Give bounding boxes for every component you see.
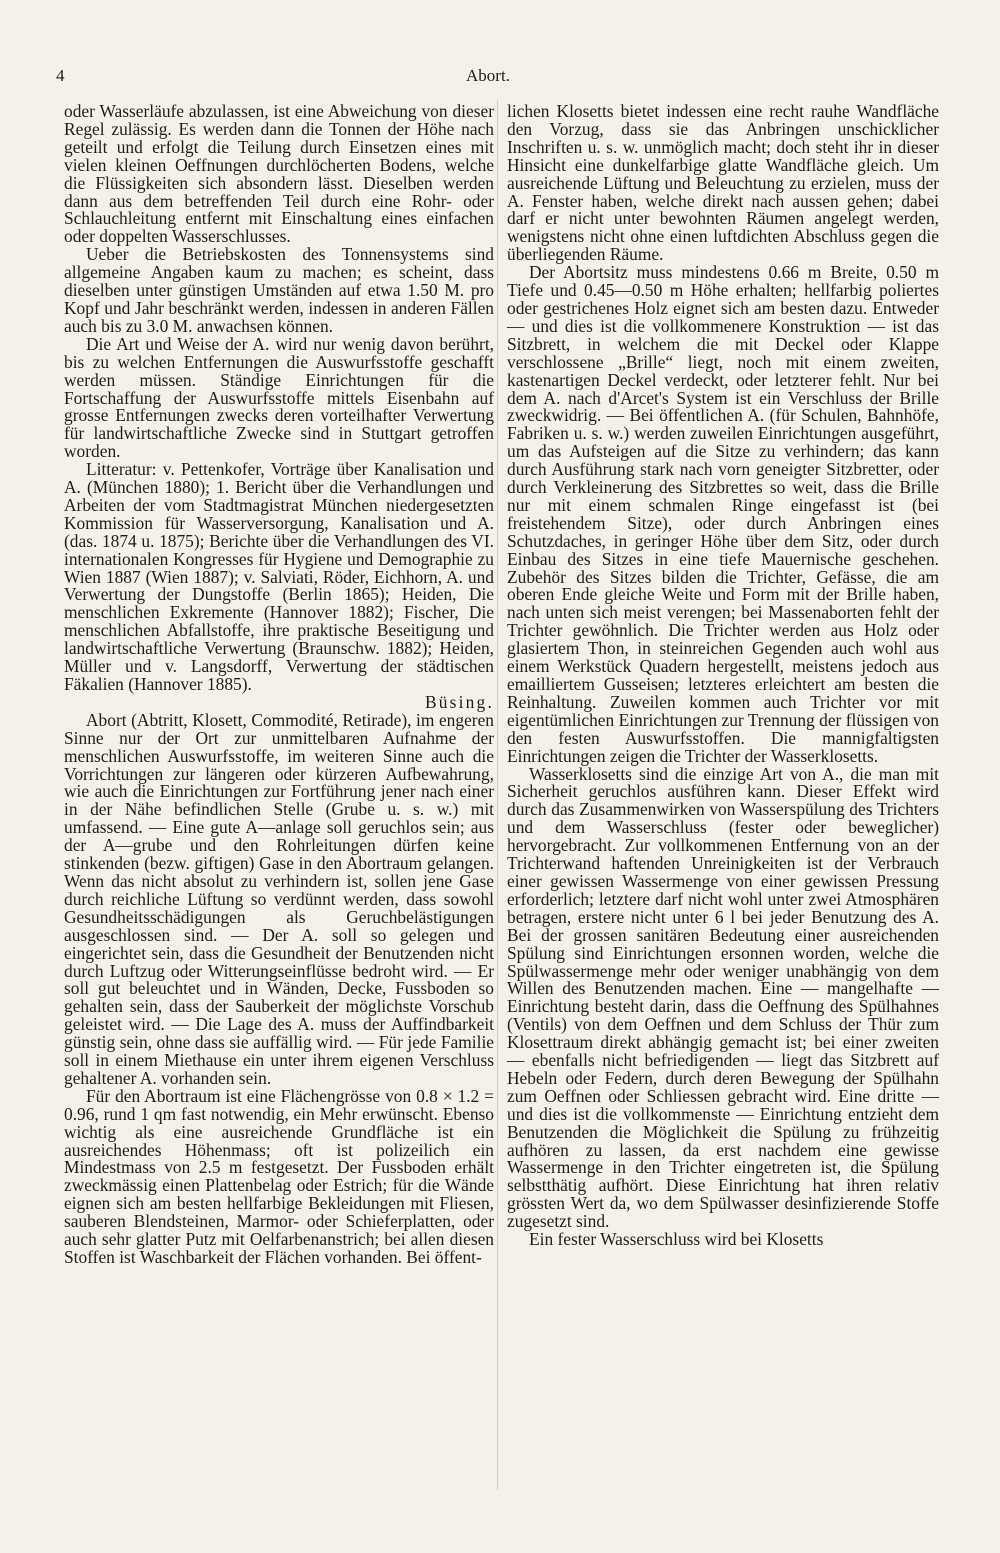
column-divider bbox=[497, 100, 498, 1490]
paragraph: Die Art und Weise der A. wird nur wenig davon berührt, bis zu welchen Entfernungen die Auswurfsstoffe geschafft werden müssen. Ständige Einrichtungen für die Fortschaffung der Auswurfsstoffe mittels Eisenbahn auf grosse Entfernungen zwecks deren vorteilhafter Verwertung für landwirtschaftliche Zwecke sind in Stuttgart getroffen worden. bbox=[64, 333, 494, 462]
paragraph: Ueber die Betriebskosten des Tonnensystems sind allgemeine Angaben kaum zu machen; es scheint, dass dieselben unter günstigen Umständen auf etwa 1.50 M. pro Kopf und Jahr beschränkt werden, indessen in anderen Fällen auch bis zu 3.0 M. anwachsen können. bbox=[64, 244, 494, 336]
left-column bbox=[64, 103, 494, 1267]
page-number: 4 bbox=[56, 66, 65, 85]
paragraph: Wasserklosetts sind die einzige Art von A., die man mit Sicherheit geruchlos ausführen kann. Dieser Effekt wird durch das Zusammenwirken von Wasserspülung des Trichters und dem Wasserschluss (fester oder beweglicher) hervorgebracht. Zur vollkommenen Entfernung von an der Trichterwand haftenden Unreinigkeiten ist der Verbrauch einer gewissen Wassermenge von einer gewissen Pressung erforderlich; letztere darf nicht wohl unter zwei Atmosphären betragen, erstere nicht unter 6 l bei jeder Benutzung des A. Bei der grossen sanitären Bedeutung einer ausreichenden Spülung sind Einrichtungen ersonnen worden, welche die Spülwassermenge mehr oder weniger unabhängig von dem Willen des Benutzenden machen. Eine — mangelhafte — Einrichtung besteht darin, dass die Oeffnung des Spülhahnes (Ventils) von dem Oeffnen und dem Schluss der Thür zum Klosettraum direkt abhängig gemacht ist; bei einer zweiten — ebenfalls nicht befriedigenden — liegt das Sitzbrett auf Hebeln oder Federn, durch deren Bewegung der Spülhahn zum Oeffnen oder Schliessen gebracht wird. Eine dritte — und dies ist die vollkommenste — Einrichtung entzieht dem Benutzenden die Möglichkeit die Spülung zu frühzeitig aufhören zu lassen, da erst nachdem eine gewisse Wassermenge in den Trichter eingetreten ist, die Spülung selbstthätig aufhört. Diese Einrichtung hat ihren relativ grössten Wert da, wo dem Spülwasser desinfizierende Stoffe zugesetzt sind. bbox=[507, 763, 939, 1232]
right-column bbox=[507, 103, 939, 1249]
literature-paragraph: Litteratur: v. Pettenkofer, Vorträge über Kanalisation und A. (München 1880); 1. Bericht über die Verhandlungen und Arbeiten der vom Stadtmagistrat München niedergesetzten Kommission für Wasserversorgung, Kanalisation und A. (das. 1874 u. 1875); Berichte über die Verhandlungen des VI. internationalen Kongresses für Hygiene und Demographie zu Wien 1887 (Wien 1887); v. Salviati, Röder, Eichhorn, A. und Verwertung der Dungstoffe (Berlin 1865); Heiden, Die menschlichen Exkremente (Hannover 1882); Fischer, Die menschlichen Abfallstoffe, ihre praktische Beseitigung und landwirtschaftliche Verwertung (Braunschw. 1882); Heiden, Müller und v. Langsdorff, Verwertung der städtischen Fäkalien (Hannover 1885). bbox=[64, 459, 494, 694]
paragraph: Für den Abortraum ist eine Flächengrösse von 0.8 × 1.2 = 0.96, rund 1 qm fast notwendig, ein Mehr erwünscht. Ebenso wichtig als eine ausreichende Grundfläche ist ein ausreichendes Höhenmass; oft ist polizeilich ein Mindestmass von 2.5 m festgesetzt. Der Fussboden erhält zweckmässig einen Plattenbelag oder Estrich; für die Wände eignen sich am besten hellfarbige Bekleidungen mit Fliesen, sauberen Blendsteinen, Marmor- oder Schieferplatten, oder auch sehr glatter Putz mit Oelfarbenanstrich; bei allen diesen Stoffen ist Waschbarkeit der Flächen vorhanden. Bei öffent- bbox=[64, 1085, 494, 1267]
entry-paragraph: Abort (Abtritt, Klosett, Commodité, Retirade), im engeren Sinne nur der Ort zur unmittelbaren Aufnahme der menschlichen Auswurfsstoffe, im weiteren Sinne auch die Vorrichtungen zur längeren oder kürzeren Aufbewahrung, wie auch die Einrichtungen zur Fortführung jener nach einer in der Nähe befindlichen Stelle (Grube u. s. w.) mit umfassend. — Eine gute A—anlage soll geruchlos sein; aus der A—grube und den Rohrleitungen dürfen keine stinkenden (bezw. giftigen) Gase in den Abortraum gelangen. Wenn das nicht absolut zu verhindern ist, sollen jene Gase durch reichliche Lüftung so verdünnt werden, dass sowohl Gesundheitsschädigungen als Geruchbelästigungen ausgeschlossen sind. — Der A. soll so gelegen und eingerichtet sein, dass die Gesundheit der Benutzenden nicht durch Luftzug oder Witterungseinflüsse bedroht wird. — Er soll gut beleuchtet und in Wänden, Decke, Fussboden so gehalten sein, dass der Sauberkeit der möglichste Vorschub geleistet wird. — Die Lage des A. muss der Auffindbarkeit günstig sein, ohne dass sie auffällig wird. — Für jede Familie soll in einem Miethause ein unter ihrem eigenen Verschluss gehaltener A. vorhanden sein. bbox=[64, 709, 494, 1088]
paragraph: oder Wasserläufe abzulassen, ist eine Abweichung von dieser Regel zulässig. Es werden dann die Tonnen der Höhe nach geteilt und erfolgt die Teilung durch Einsetzen eines mit vielen kleinen Oeffnungen durchlöcherten Bodens, welche die Flüssigkeiten sich absondern lässt. Dieselben werden dann aus dem betreffenden Teil durch eine Rohr- oder Schlauchleitung entfernt mit Einschaltung eines einfachen oder doppelten Wasserschlusses. bbox=[64, 101, 494, 247]
author-signature: Büsing. bbox=[424, 691, 494, 712]
paragraph: Ein fester Wasserschluss wird bei Klosetts bbox=[529, 1229, 824, 1250]
paragraph: Der Abortsitz muss mindestens 0.66 m Breite, 0.50 m Tiefe und 0.45—0.50 m Höhe erhalten; hellfarbig poliertes oder gestrichenes Holz eignet sich am besten dazu. Entweder — und dies ist die vollkommenere Konstruktion — ist das Sitzbrett, in welchem die mit Deckel oder Klappe verschlossene „Brille“ liegt, noch mit einem zweiten, kastenartigen Deckel verdeckt, oder letzterer fehlt. Nur bei dem A. nach d'Arcet's System ist ein Verschluss der Brille zweckwidrig. — Bei öffentlichen A. (für Schulen, Bahnhöfe, Fabriken u. s. w.) werden zuweilen Einrichtungen ausgeführt, um das Aufsteigen auf die Sitze zu verhindern; das kann durch Ausführung stark nach vorn geneigter Sitzbretter, oder durch Verkleinerung des Sitzbrettes so weit, dass die Brille nur mit einem schmalen Ringe eingefasst ist (bei freistehendem Sitze), oder durch Anbringen eines Schutzdaches, in geringer Höhe über dem Sitz, oder durch Einbau des Sitzes in eine tiefe Mauernische geschehen. Zubehör des Sitzes bilden die Trichter, Gefässe, die am oberen Ende gleiche Weite und Form mit der Brille haben, nach unten sich meist verengen; bei Massenaborten fehlt der Trichter gewöhnlich. Die Trichter werden aus Holz oder glasiertem Thon, in steinreichen Gegenden auch wohl aus einem Werkstück Quadern hergestellt, meistens jedoch aus emailliertem Gusseisen; letzteres erleichtert am besten die Reinhaltung. Zuweilen kommen auch Trichter vor mit eigentümlichen Einrichtungen zur Trennung der flüssigen von den festen Auswurfsstoffen. Die mannigfaltigsten Einrichtungen zeigen die Trichter der Wasserklosetts. bbox=[507, 262, 939, 766]
paragraph: lichen Klosetts bietet indessen eine recht rauhe Wandfläche den Vorzug, dass sie das Anbringen unschicklicher Inschriften u. s. w. unmöglich macht; doch steht ihr in dieser Hinsicht eine dunkelfarbige glatte Wandfläche gleich. Um ausreichende Lüftung und Beleuchtung zu erzielen, muss der A. Fenster haben, welche direkt nach aussen gehen; dabei darf er nicht unter bewohnten Räumen angelegt werden, wenigstens nicht ohne einen luftdichten Abschluss gegen die überliegenden Räume. bbox=[507, 101, 939, 265]
running-head: Abort. bbox=[466, 66, 510, 85]
